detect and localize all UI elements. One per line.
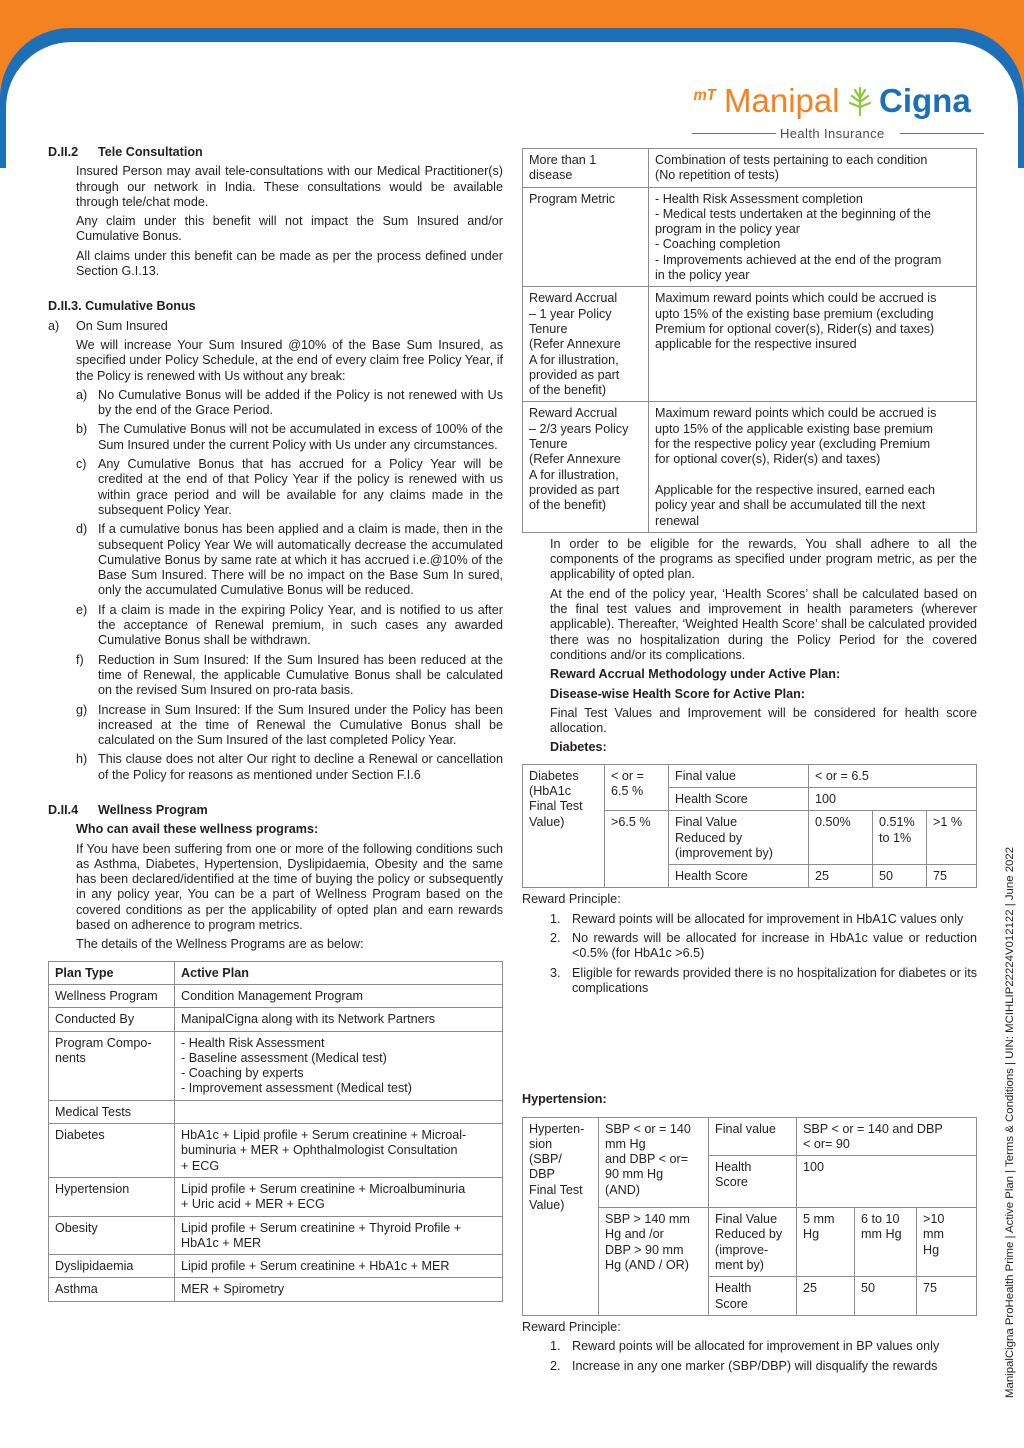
hypertension-heading: Hypertension:: [522, 1092, 607, 1107]
diabetes-final-value: < or = 6.5: [809, 764, 977, 787]
hypertension-reduced-1: 5 mm Hg: [797, 1208, 855, 1277]
hypertension-score-1: 25: [797, 1277, 855, 1316]
hypertension-label-cell: Hyperten- sion (SBP/ DBP Final Test Value): [523, 1117, 599, 1315]
bonus-list-item-marker: c): [76, 457, 87, 472]
bonus-heading: D.II.3. Cumulative Bonus: [48, 299, 196, 314]
bonus-list-item: [48, 422, 503, 453]
reward-table-value-cell: Maximum reward points which could be accrued is upto 15% of the existing base premium (excluding Premium for optional cover(s), Rider(s) and taxes) applicable for the respective insured: [649, 287, 977, 402]
plans-table-value-cell: Lipid profile + Serum creatinine + Microalbuminuria + Uric acid + MER + ECG: [175, 1177, 503, 1216]
hypertension-score-2: 50: [855, 1277, 917, 1316]
hypertension-principle-item-marker: 1.: [550, 1339, 561, 1354]
reward-table-key-cell: Reward Accrual – 1 year Policy Tenure (Refer Annexure A for illustration, provided as part of the benefit): [523, 287, 649, 402]
bonus-sub-a: [48, 319, 503, 334]
plans-table-value-cell: [175, 1100, 503, 1123]
diabetes-score-3: 75: [927, 865, 977, 888]
bonus-list-item: [48, 703, 503, 749]
hypertension-principle-item: [522, 1359, 977, 1374]
bonus-list-item-text: The Cumulative Bonus will not be accumulated in excess of 100% of the Sum Insured under the current Policy with Us under any circumstances.: [98, 422, 503, 452]
hypertension-final-value-label: Final value: [709, 1117, 797, 1156]
plans-table-key-cell: Diabetes: [49, 1124, 175, 1178]
hypertension-score-table: [522, 1117, 977, 1316]
bonus-list-item-text: If a claim is made in the expiring Policy Year, and is notified to us after the acceptance of Renewal premium, in such cases any awarded Cumulative Bonus shall be withdrawn.: [98, 602, 503, 648]
wellness-paragraph-2: The details of the Wellness Programs are as below:: [76, 937, 364, 952]
plans-table-value-cell: Lipid profile + Serum creatinine + Thyroid Profile + HbA1c + MER: [175, 1216, 503, 1255]
hypertension-health-score-label: Health Score: [709, 1156, 797, 1208]
bonus-list-item-text: If a cumulative bonus has been applied and a claim is made, then in the subsequent Policy Year We will automatically decrease the accumulated Cumulative Bonus by same rate at which it has accrued i.e.@10% of the Base Sum Insured. There will be no impact on the Base Sum In sured, only the accumulated Cumulative Bonus will be reduced.: [98, 522, 503, 598]
diabetes-score-table: [522, 764, 977, 889]
plans-table-row: [49, 1100, 503, 1123]
eligibility-paragraph: In order to be eligible for the rewards, You shall adhere to all the components of the programs as specified under program metric, as per the applicability of opted plan.: [550, 536, 977, 582]
hypertension-principle-item: [522, 1339, 977, 1354]
diabetes-final-value-label: Final value: [669, 764, 809, 787]
hypertension-principle-item-text: Reward points will be allocated for improvement in BP values only: [572, 1339, 940, 1354]
right-column: [522, 148, 977, 1374]
diabetes-principle-item: [522, 966, 977, 997]
hypertension-reduced-2: 6 to 10 mm Hg: [855, 1208, 917, 1277]
diabetes-principle-item-text: Eligible for rewards provided there is no hospitalization for diabetes or its complications: [572, 965, 977, 995]
bonus-list-item-text: Any Cumulative Bonus that has accrued for a Policy Year will be credited at the end of that Policy Year if the policy is renewed with us within grace period and will be available for any claims made in the subsequent Policy Year.: [98, 457, 503, 517]
plans-table-key-cell: Plan Type: [49, 961, 175, 984]
plans-table-key-cell: Medical Tests: [49, 1100, 175, 1123]
hypertension-reduced-3: >10 mm Hg: [917, 1208, 977, 1277]
plans-table-value-cell: Lipid profile + Serum creatinine + HbA1c + MER: [175, 1255, 503, 1278]
reward-table-row: [523, 287, 977, 402]
diabetes-cond-high: >6.5 %: [605, 811, 669, 888]
plans-table-row: [49, 1216, 503, 1255]
diabetes-principle-title: Reward Principle:: [522, 892, 621, 907]
diabetes-principle-item-marker: 2.: [550, 931, 561, 946]
bonus-list-item-text: This clause does not alter Our right to decline a Renewal or cancellation of the Policy for reasons as mentioned under Section F.I.6: [98, 752, 503, 782]
plans-table-row: [49, 1124, 503, 1178]
reward-table-key-cell: Reward Accrual – 2/3 years Policy Tenure (Refer Annexure A for illustration, provided as part of the benefit): [523, 402, 649, 532]
logo-manipal-text: Manipal: [724, 82, 840, 119]
tele-paragraph-1: Insured Person may avail tele-consultations with our Medical Practitioner(s) through our network in India. These consultations would be available through tele/chat mode.: [76, 164, 503, 209]
bonus-sub-a-mark: a): [48, 318, 60, 333]
hypertension-final-value: SBP < or = 140 and DBP < or= 90: [797, 1117, 977, 1156]
manipal-mark-icon: ᵐᵀ: [693, 85, 716, 110]
reward-table-key-cell: More than 1 disease: [523, 149, 649, 188]
diabetes-score-1: 25: [809, 865, 873, 888]
hypertension-score-3: 75: [917, 1277, 977, 1316]
bonus-list-item-marker: g): [76, 702, 88, 717]
hypertension-cond-high: SBP > 140 mm Hg and /or DBP > 90 mm Hg (AND / OR): [599, 1208, 709, 1316]
plans-table-key-cell: Conducted By: [49, 1008, 175, 1031]
bonus-list-item-marker: f): [76, 652, 84, 667]
wellness-paragraph-1: If You have been suffering from one or more of the following conditions such as Asthma, Diabetes, Hypertension, Dyslipidaemia, Obesity and the same has been declared/identified at the time of buying the policy or subsequently in any policy year, You can be a part of Wellness Program based on the covered conditions as per the applicability of opted plan and earn rewards based on adherence to program metrics.: [76, 841, 503, 933]
bonus-list-item-marker: d): [76, 522, 88, 537]
plans-table-value-cell: Active Plan: [175, 961, 503, 984]
bonus-list-item: [48, 457, 503, 518]
bonus-list-item: [48, 522, 503, 598]
wellness-subheading: Who can avail these wellness programs:: [76, 822, 319, 837]
diabetes-reduced-1: 0.50%: [809, 811, 873, 865]
plans-table-row: [49, 1255, 503, 1278]
wellness-section-number: D.II.4: [48, 802, 79, 817]
plans-table-key-cell: Wellness Program: [49, 984, 175, 1007]
plans-table-key-cell: Dyslipidaemia: [49, 1255, 175, 1278]
wellness-section-title: Wellness Program: [98, 802, 208, 817]
bonus-list-item-text: Reduction in Sum Insured: If the Sum Insured has been reduced at the time of Renewal, the applicable Cumulative Bonus shall be calculated on the revised Sum Insured on pro-rata basis.: [98, 652, 503, 698]
plans-table-row: [49, 984, 503, 1007]
diabetes-principle-item-marker: 1.: [550, 911, 561, 926]
tele-paragraph-3: All claims under this benefit can be made as per the process defined under Section G.I.13.: [76, 248, 503, 279]
reward-table-row: [523, 149, 977, 188]
plans-table-value-cell: - Health Risk Assessment - Baseline assessment (Medical test) - Coaching by experts - Improvement assessment (Medical test): [175, 1031, 503, 1100]
logo-cigna-text: Cigna: [879, 82, 971, 119]
diabetes-principle-item-text: No rewards will be allocated for increase in HbA1c value or reduction <0.5% (for HbA1c >6.5): [572, 931, 977, 961]
plans-table-row: [49, 1278, 503, 1301]
hypertension-score-label-2: Health Score: [709, 1277, 797, 1316]
plans-table-row: [49, 1177, 503, 1216]
plans-table-value-cell: MER + Spirometry: [175, 1278, 503, 1301]
reward-table-value-cell: Combination of tests pertaining to each condition (No repetition of tests): [649, 149, 977, 188]
bonus-list-item-text: No Cumulative Bonus will be added if the Policy is not renewed with Us by the end of the Grace Period.: [98, 387, 503, 418]
diabetes-score-2: 50: [873, 865, 927, 888]
bonus-list-item: [48, 388, 503, 419]
bonus-list-item: [48, 752, 503, 783]
diabetes-heading: Diabetes:: [550, 740, 607, 755]
reward-methodology-heading: Reward Accrual Methodology under Active Plan:: [550, 667, 841, 682]
allocation-paragraph: Final Test Values and Improvement will be considered for health score allocation.: [550, 705, 977, 736]
hypertension-reduced-label: Final Value Reduced by (improve- ment by): [709, 1208, 797, 1277]
document-reference-sidebar: ManipalCigna ProHealth Prime | Active Plan | Terms & Conditions | UIN: MCIHLIP22224V012122 | June 2022: [1004, 846, 1016, 1398]
plans-table-key-cell: Asthma: [49, 1278, 175, 1301]
logo-subtitle: Health Insurance: [780, 126, 885, 141]
bonus-intro: We will increase Your Sum Insured @10% of the Base Sum Insured, as specified under Policy Schedule, at the end of every claim free Policy Year, if the Policy is renewed with Us without any break:: [76, 337, 503, 383]
plans-table-value-cell: ManipalCigna along with its Network Partners: [175, 1008, 503, 1031]
diabetes-reduced-2: 0.51% to 1%: [873, 811, 927, 865]
disease-score-heading: Disease-wise Health Score for Active Plan:: [550, 686, 806, 701]
plans-table-key-cell: Program Compo- nents: [49, 1031, 175, 1100]
hypertension-cond-normal: SBP < or = 140 mm Hg and DBP < or= 90 mm Hg (AND): [599, 1117, 709, 1208]
reward-table-value-cell: Maximum reward points which could be accrued is upto 15% of the applicable existing base premium for the respective policy year (excluding Premium for optional cover(s), Rider(s) and taxes) Applicable for the respective insured, earned each policy year and shall be accumulated till the next renewal: [649, 402, 977, 532]
diabetes-principle-item-text: Reward points will be allocated for improvement in HbA1C values only: [572, 911, 964, 926]
hypertension-health-score: 100: [797, 1156, 977, 1208]
hypertension-principle-item-marker: 2.: [550, 1358, 561, 1373]
bonus-list-item-marker: b): [76, 422, 88, 437]
tree-icon: [847, 86, 873, 116]
tele-section-number: D.II.2: [48, 145, 79, 159]
logo-rule-right: [900, 133, 984, 134]
plans-table-row: [49, 1031, 503, 1100]
tele-heading: [48, 145, 503, 160]
plans-table-value-cell: Condition Management Program: [175, 984, 503, 1007]
diabetes-score-label-2: Health Score: [669, 865, 809, 888]
bonus-list-item-marker: e): [76, 602, 88, 617]
hypertension-principle-title: Reward Principle:: [522, 1319, 621, 1334]
wellness-heading: [48, 803, 503, 818]
bonus-list: [48, 388, 503, 783]
diabetes-cond-normal: < or = 6.5 %: [605, 764, 669, 811]
hypertension-principle-item-text: Increase in any one marker (SBP/DBP) will disqualify the rewards: [572, 1358, 938, 1373]
tele-section-title: Tele Consultation: [98, 145, 203, 159]
plans-table-key-cell: Obesity: [49, 1216, 175, 1255]
logo-rule-left: [692, 133, 776, 134]
bonus-list-item-marker: h): [76, 752, 88, 767]
diabetes-label-cell: Diabetes (HbA1c Final Test Value): [523, 764, 605, 888]
reward-table-value-cell: - Health Risk Assessment completion - Medical tests undertaken at the beginning of the program in the policy year - Coaching completion - Improvements achieved at the end of the program in the policy year: [649, 187, 977, 287]
diabetes-health-score: 100: [809, 787, 977, 810]
bonus-list-item-marker: a): [76, 387, 88, 402]
reward-table-key-cell: Program Metric: [523, 187, 649, 287]
bonus-list-item: [48, 603, 503, 649]
diabetes-reduced-label: Final Value Reduced by (improvement by): [669, 811, 809, 865]
bonus-sub-a-label: On Sum Insured: [76, 318, 168, 333]
reward-table-row: [523, 187, 977, 287]
diabetes-principle-list: [522, 912, 977, 996]
hypertension-principle-list: [522, 1339, 977, 1374]
diabetes-health-score-label: Health Score: [669, 787, 809, 810]
plans-table-value-cell: HbA1c + Lipid profile + Serum creatinine + Microal- buminuria + MER + Ophthalmologist Consultation + ECG: [175, 1124, 503, 1178]
manipal-cigna-logo: [690, 80, 990, 142]
diabetes-principle-item: [522, 912, 977, 927]
diabetes-reduced-3: >1 %: [927, 811, 977, 865]
reward-table-row: [523, 402, 977, 532]
health-score-paragraph: At the end of the policy year, ‘Health Scores’ shall be calculated based on the final test values and improvement in health parameters (wherever applicable). Thereafter, ‘Weighted Health Score’ shall be calculated provided there was no hospitalization during the Policy Period for the covered conditions and/or its complications.: [550, 586, 977, 662]
plans-table-key-cell: Hypertension: [49, 1177, 175, 1216]
plans-table-row: [49, 1008, 503, 1031]
diabetes-principle-item-marker: 3.: [550, 965, 561, 980]
tele-paragraph-2: Any claim under this benefit will not impact the Sum Insured and/or Cumulative Bonus.: [76, 214, 503, 244]
bonus-list-item: [48, 653, 503, 699]
wellness-plans-table: [48, 961, 503, 1302]
left-column: [48, 145, 503, 1302]
plans-table-row: [49, 961, 503, 984]
diabetes-principle-item: [522, 931, 977, 962]
bonus-list-item-text: Increase in Sum Insured: If the Sum Insured under the Policy has been increased at the time of Renewal the Cumulative Bonus shall be calculated on the Sum Insured of the last completed Policy Year.: [98, 702, 503, 748]
reward-metric-table: [522, 148, 977, 533]
